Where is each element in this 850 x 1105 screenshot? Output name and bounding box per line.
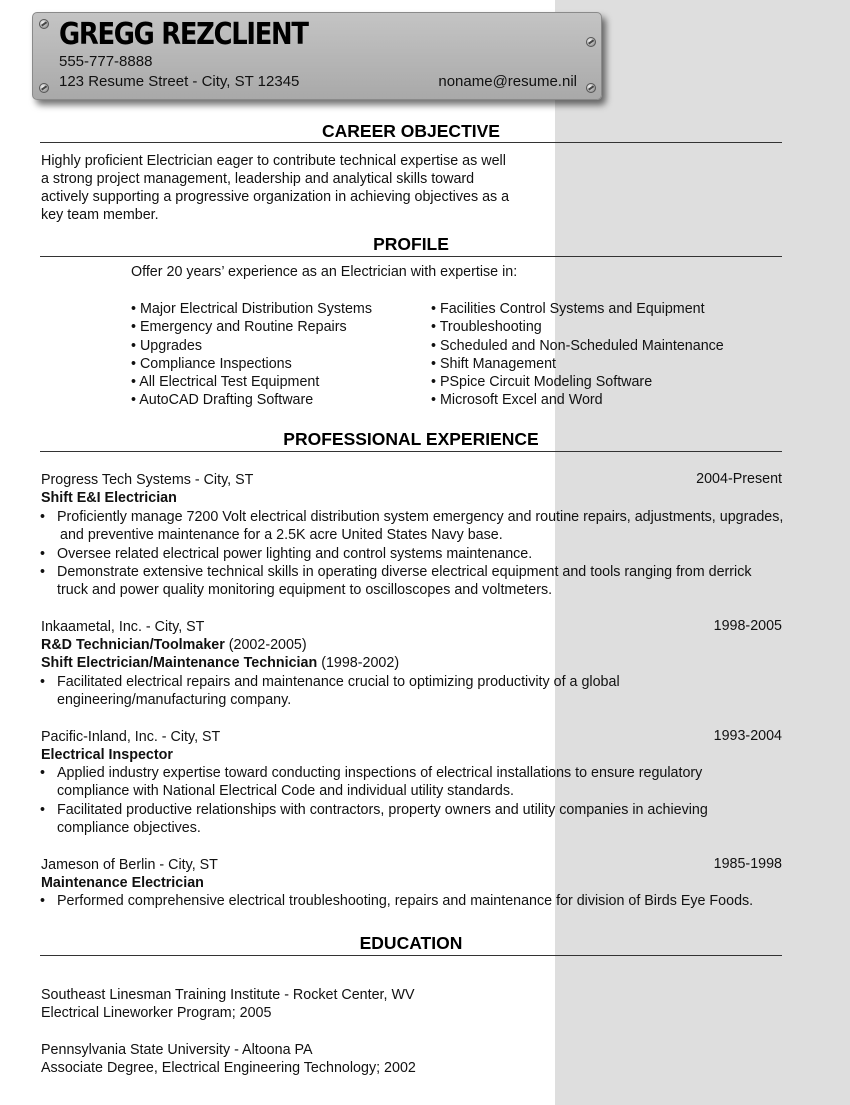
job-title-dates: (1998-2002)	[317, 655, 400, 671]
job-company: Progress Tech Systems - City, ST	[41, 472, 254, 488]
job-company: Pacific-Inland, Inc. - City, ST	[41, 729, 221, 745]
skill-item: • All Electrical Test Equipment	[131, 373, 372, 391]
education-school: Southeast Linesman Training Institute - Rocket Center, WV	[41, 987, 415, 1003]
job-title-dates: (2002-2005)	[224, 637, 307, 653]
education-heading: EDUCATION	[359, 933, 463, 953]
education-program: Electrical Lineworker Program; 2005	[41, 1005, 272, 1021]
skill-item: • Emergency and Routine Repairs	[131, 318, 372, 336]
job-title: Maintenance Electrician	[41, 875, 204, 891]
job-dates: 1993-2004	[713, 728, 782, 744]
section-divider	[40, 142, 782, 143]
experience-heading: PROFESSIONAL EXPERIENCE	[283, 429, 539, 449]
profile-heading: PROFILE	[373, 234, 449, 254]
skill-item: • Microsoft Excel and Word	[431, 391, 724, 409]
objective-line: a strong project management, leadership and analytical skills toward	[41, 171, 475, 187]
job-duties	[40, 892, 800, 910]
job-duty: • Applied industry expertise toward conducting inspections of electrical installations to ensure regulatory compliance with National Electrical Code and individual utility standards.	[40, 764, 800, 801]
screw-icon	[39, 83, 49, 93]
skill-item: • PSpice Circuit Modeling Software	[431, 373, 724, 391]
skill-item: • Facilities Control Systems and Equipment	[431, 300, 724, 318]
job-title-line	[41, 654, 399, 672]
section-divider	[40, 451, 782, 452]
profile-skills-left	[131, 300, 372, 410]
job-title: R&D Technician/Toolmaker	[41, 637, 225, 653]
skill-item: • AutoCAD Drafting Software	[131, 391, 372, 409]
objective-line: key team member.	[41, 207, 159, 223]
job-duty: • Proficiently manage 7200 Volt electrical distribution system emergency and routine repairs, adjustments, upgrades, and preventive maintenance for a 2.5K acre United States Navy base.	[40, 508, 800, 545]
job-duties	[40, 764, 800, 837]
section-divider	[40, 256, 782, 257]
email-address: noname@resume.nil	[438, 73, 577, 90]
job-title-line	[41, 636, 307, 654]
job-duty: • Performed comprehensive electrical troubleshooting, repairs and maintenance for division of Birds Eye Foods.	[40, 892, 800, 910]
phone-number: 555-777-8888	[59, 53, 153, 70]
screw-icon	[39, 19, 49, 29]
job-duty: • Oversee related electrical power lighting and control systems maintenance.	[40, 545, 800, 563]
skill-item: • Scheduled and Non-Scheduled Maintenance	[431, 337, 724, 355]
job-duty: • Facilitated productive relationships with contractors, property owners and utility companies in achieving compliance objectives.	[40, 801, 800, 838]
job-dates: 1985-1998	[713, 856, 782, 872]
job-company: Inkaametal, Inc. - City, ST	[41, 619, 205, 635]
section-divider	[40, 955, 782, 956]
skill-item: • Troubleshooting	[431, 318, 724, 336]
education-program: Associate Degree, Electrical Engineering Technology; 2002	[41, 1060, 416, 1076]
screw-icon	[586, 37, 596, 47]
career-objective-heading: CAREER OBJECTIVE	[322, 121, 500, 141]
skill-item: • Compliance Inspections	[131, 355, 372, 373]
job-title: Shift E&I Electrician	[41, 490, 177, 506]
skill-item: • Major Electrical Distribution Systems	[131, 300, 372, 318]
job-title: Electrical Inspector	[41, 747, 173, 763]
job-duties	[40, 673, 800, 710]
job-duty: • Demonstrate extensive technical skills in operating diverse electrical equipment and tools ranging from derrick truck and power quality monitoring equipment to oscilloscopes and voltmeters.	[40, 563, 800, 600]
job-duties	[40, 508, 800, 599]
candidate-name: GREGG REZCLIENT	[59, 17, 308, 52]
job-dates: 1998-2005	[713, 618, 782, 634]
skill-item: • Upgrades	[131, 337, 372, 355]
job-company: Jameson of Berlin - City, ST	[41, 857, 218, 873]
job-dates: 2004-Present	[696, 471, 782, 487]
profile-intro: Offer 20 years’ experience as an Electrician with expertise in:	[131, 264, 518, 280]
screw-icon	[586, 83, 596, 93]
skill-item: • Shift Management	[431, 355, 724, 373]
objective-line: Highly proficient Electrician eager to contribute technical expertise as well	[41, 153, 506, 169]
header-plate	[32, 12, 602, 100]
street-address: 123 Resume Street - City, ST 12345	[59, 73, 300, 90]
job-duty: • Facilitated electrical repairs and maintenance crucial to optimizing productivity of a global engineering/manufacturing company.	[40, 673, 800, 710]
job-title: Shift Electrician/Maintenance Technician	[41, 655, 318, 671]
education-school: Pennsylvania State University - Altoona PA	[41, 1042, 313, 1058]
objective-line: actively supporting a progressive organization in achieving objectives as a	[41, 189, 510, 205]
profile-skills-right	[431, 300, 724, 410]
